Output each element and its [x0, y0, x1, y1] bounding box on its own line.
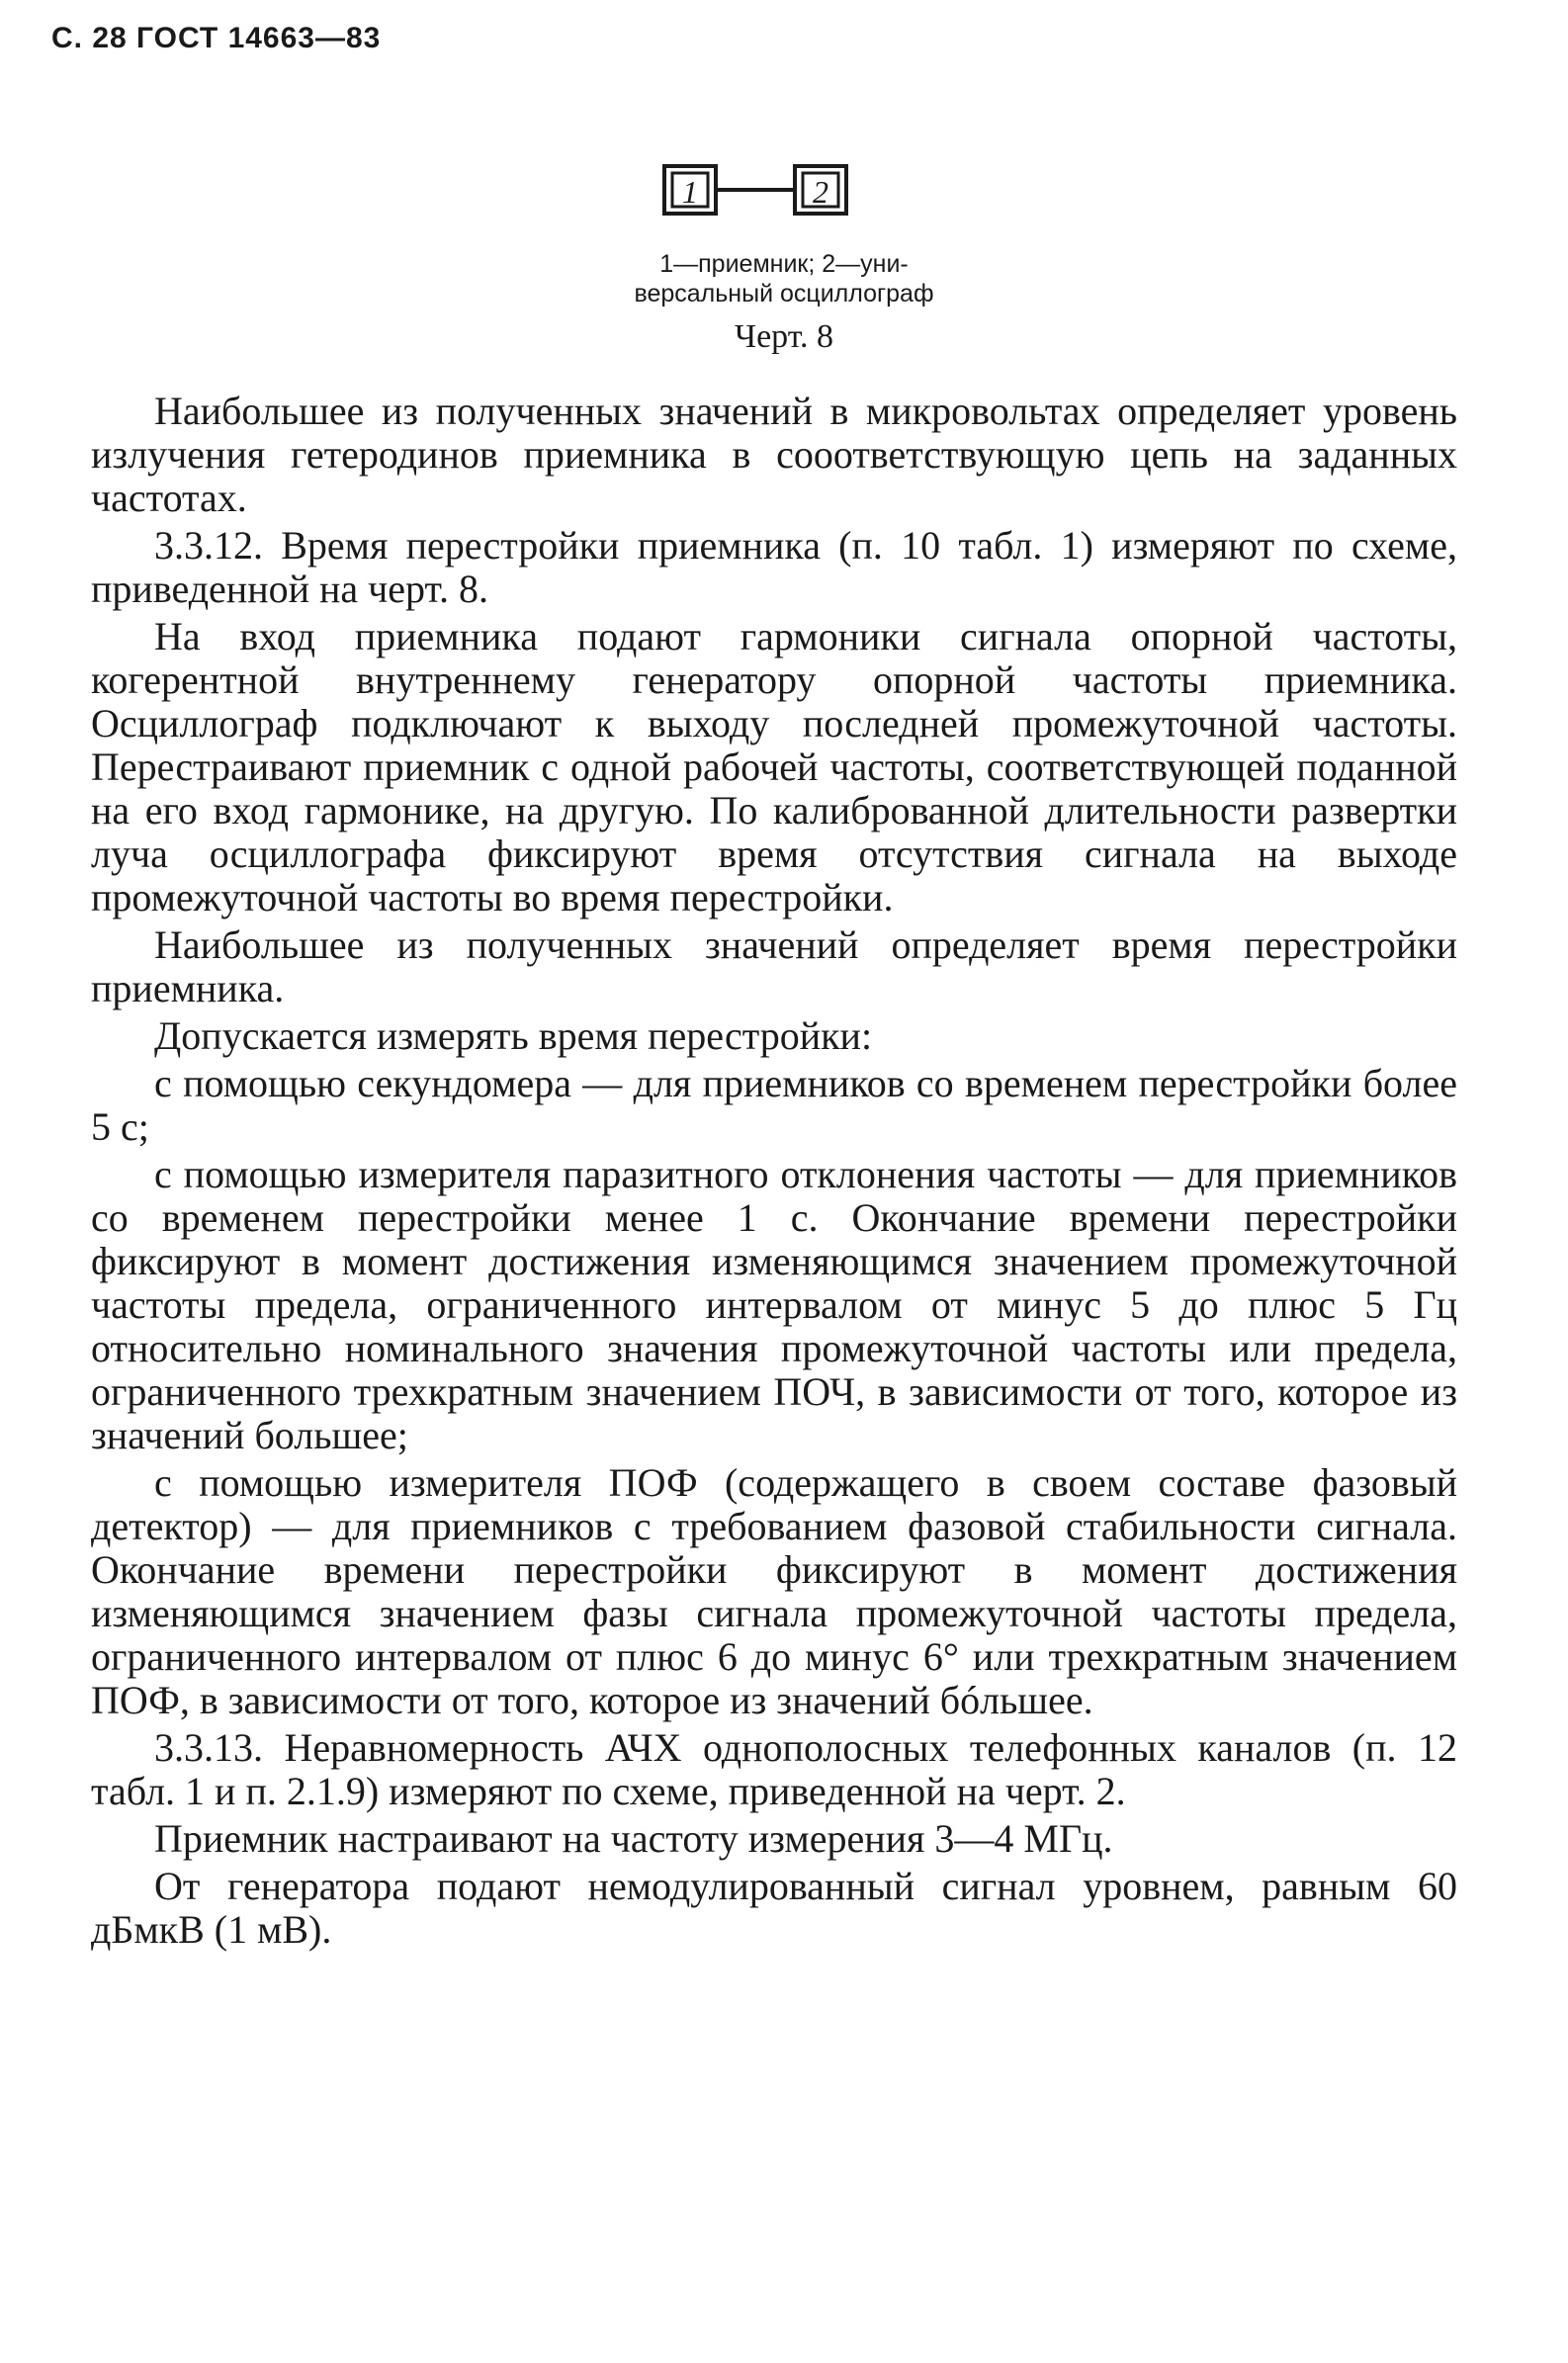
paragraph: с помощью измерителя паразитного отклонения частоты — для приемников со временем перестройки менее 1 с. Окончание времени перестройки фиксируют в момент достижения изменяющимся значением промежуточной частоты предела, ограниченного интервалом от минус 5 до плюс 5 Гц относительно номинального значения промежуточной частоты или предела, ограниченного трехкратным значением ПОЧ, в зависимости от того, которое из значений большее; — [91, 1152, 1457, 1457]
figure-caption-line-2: версальный осциллограф — [634, 280, 934, 307]
oscilloscope-block — [795, 166, 846, 214]
page-header: С. 28 ГОСТ 14663—83 — [51, 22, 382, 54]
paragraph: Допускается измерять время перестройки: — [154, 1013, 873, 1058]
paragraph: Наибольшее из полученных значений определяет время перестройки приемника. — [91, 922, 1457, 1010]
paragraph: От генератора подают немодулированный сигнал уровнем, равным 60 дБмкВ (1 мВ). — [91, 1864, 1457, 1952]
body-text — [91, 390, 1457, 1956]
figure-caption — [0, 249, 1568, 308]
receiver-block — [664, 166, 716, 214]
paragraph: Наибольшее из полученных значений в микровольтах определяет уровень излучения гетеродинов приемника в сооответствующую цепь на заданных частотах. — [91, 389, 1457, 520]
paragraph: 3.3.13. Неравномерность АЧХ однополосных телефонных каналов (п. 12 табл. 1 и п. 2.1.9) измеряют по схеме, приведенной на черт. 2. — [91, 1725, 1457, 1813]
figure-caption-line-1: 1—приемник; 2—уни- — [659, 250, 909, 278]
figure-title: Черт. 8 — [734, 318, 834, 355]
paragraph: с помощью секундомера — для приемников со временем перестройки более 5 с; — [91, 1061, 1457, 1149]
receiver-block-label: 1 — [682, 174, 698, 210]
paragraph: Приемник настраивают на частоту измерения 3—4 МГц. — [154, 1816, 1113, 1861]
oscilloscope-block-label: 2 — [813, 174, 828, 210]
paragraph: На вход приемника подают гармоники сигнала опорной частоты, когерентной внутреннему генератору опорной частоты приемника. Осциллограф подключают к выходу последней промежуточной частоты. Перестраивают приемник с одной рабочей частоты, соответствующей поданной на его вход гармонике, на другую. По калиброванной длительности развертки луча осциллографа фиксируют время отсутствия сигнала на выходе промежуточной частоты во время перестройки. — [91, 614, 1457, 919]
paragraph: с помощью измерителя ПОФ (содержащего в своем составе фазовый детектор) — для приемников с требованием фазовой стабильности сигнала. Окончание времени перестройки фиксируют в момент достижения изменяющимся значением фазы сигнала промежуточной частоты предела, ограниченного интервалом от плюс 6 до минус 6° или трехкратным значением ПОФ, в зависимости от того, которое из значений бóльшее. — [91, 1460, 1457, 1722]
block-diagram — [660, 160, 858, 219]
paragraph: 3.3.12. Время перестройки приемника (п. 10 табл. 1) измеряют по схеме, приведенной на черт. 8. — [91, 523, 1457, 611]
